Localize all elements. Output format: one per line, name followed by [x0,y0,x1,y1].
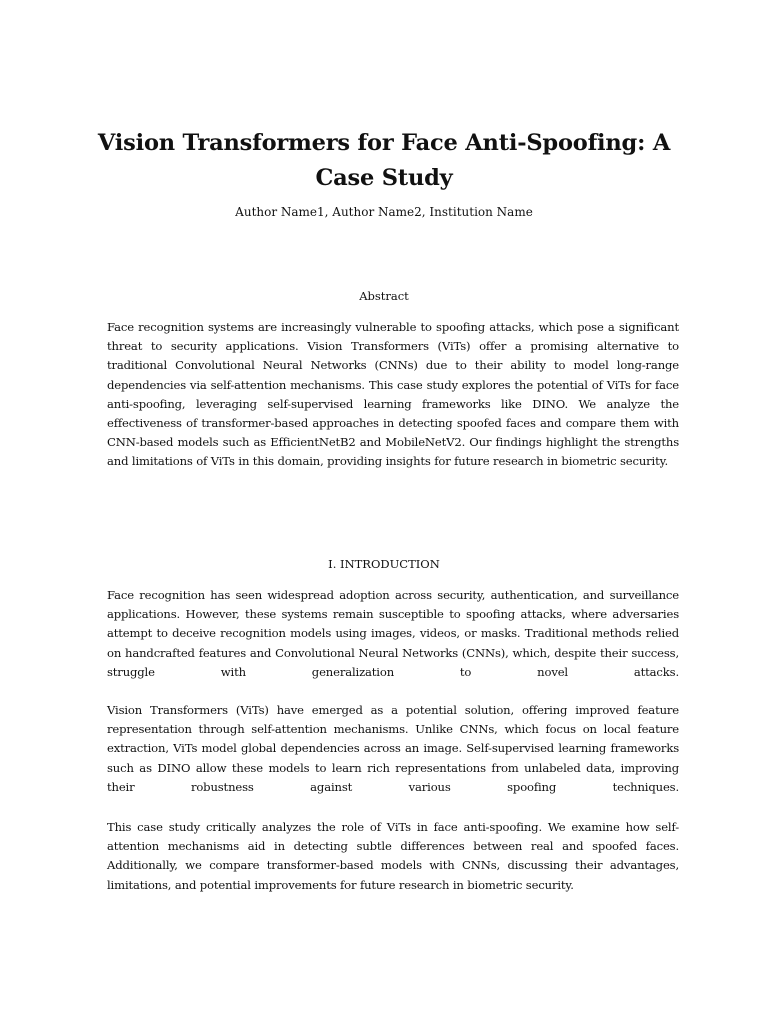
introduction-paragraph-3: This case study critically analyzes the role of ViTs in face anti-spoofing. We examine how self-attention mechanisms aid in detecting subtle differences between real and spoofed faces. Additionally, we compare transformer-based models with CNNs, discussing their advantages, limitations, and potential improvements for future research in biometric security. [107,820,679,892]
paper-title: Vision Transformers for Face Anti-Spoofing: A Case Study [97,130,671,191]
section-heading-introduction: I. INTRODUCTION [328,557,440,571]
introduction-paragraph-2: Vision Transformers (ViTs) have emerged as a potential solution, offering improved feature representation through self-attention mechanisms. Unlike CNNs, which focus on local feature extraction, ViTs model global dependencies across an image. Self-supervised learning frameworks such as DINO allow these models to learn rich representations from unlabeled data, improving their robustness against various spoofing techniques. [107,703,679,794]
author-line: Author Name1, Author Name2, Institution Name [235,205,533,219]
abstract-heading: Abstract [359,289,409,303]
introduction-paragraph-1: Face recognition has seen widespread adoption across security, authentication, and surveillance applications. However, these systems remain susceptible to spoofing attacks, where adversaries attempt to deceive recognition models using images, videos, or masks. Traditional methods relied on handcrafted features and Convolutional Neural Networks (CNNs), which, despite their success, struggle with generalization to novel attacks. [107,588,679,679]
abstract-paragraph: Face recognition systems are increasingly vulnerable to spoofing attacks, which pose a significant threat to security applications. Vision Transformers (ViTs) offer a promising alternative to traditional Convolutional Neural Networks (CNNs) due to their ability to model long-range dependencies via self-attention mechanisms. This case study explores the potential of ViTs for face anti-spoofing, leveraging self-supervised learning frameworks like DINO. We analyze the effectiveness of transformer-based approaches in detecting spoofed faces and compare them with CNN-based models such as EfficientNetB2 and MobileNetV2. Our findings highlight the strengths and limitations of ViTs in this domain, providing insights for future research in biometric security. [107,320,679,469]
